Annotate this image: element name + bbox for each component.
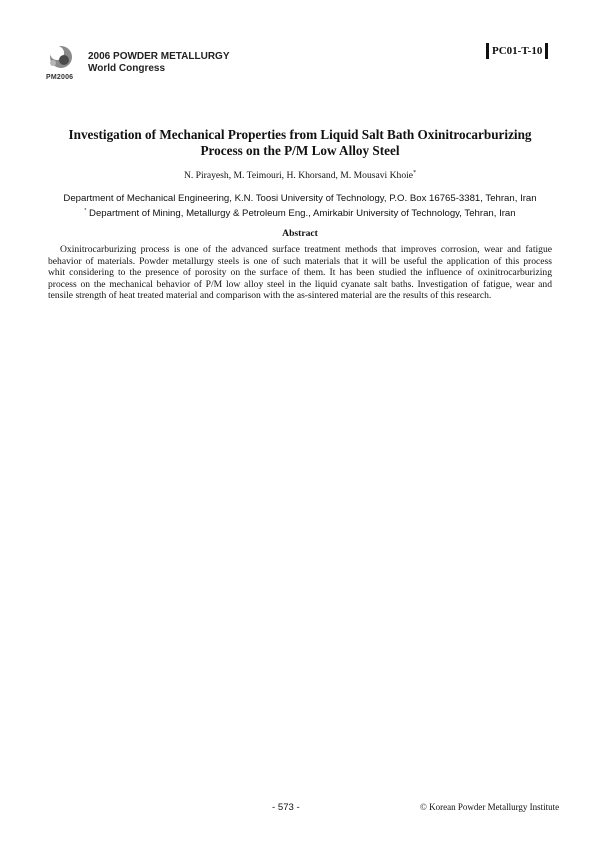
title-line-1: Investigation of Mechanical Properties from Liquid Salt Bath Oxinitrocarburizing xyxy=(68,127,532,142)
abstract-line: behavior of materials. Powder metallurgy steels is one of such materials that it will be useful the application of this process xyxy=(48,255,552,267)
author-mark: * xyxy=(413,170,417,176)
congress-line-2: World Congress xyxy=(88,63,166,74)
author-list xyxy=(40,167,560,182)
paper-code: PC01-T-10 xyxy=(492,45,543,57)
authors-text: N. Pirayesh, M. Teimouri, H. Khorsand, M. Mousavi Khoie xyxy=(183,170,414,182)
abstract-line: tensile strength of heat treated material and comparison with the as-sintered material are the results of this research. xyxy=(48,290,492,302)
abstract-body xyxy=(48,244,552,302)
abstract-line: process on the mechanical behavior of P/M low alloy steel in the liquid cyanate salt baths. Investigation of fatigue, wear and xyxy=(48,278,552,290)
abstract-line: whit considering to the presence of porosity on the surface of them. It has been studied the influence of oxinitrocarburizing xyxy=(48,267,552,279)
affiliation-1: Department of Mechanical Engineering, K.N. Toosi University of Technology, P.O. Box 16765-3381, Tehran, Iran xyxy=(63,193,537,204)
paper-title xyxy=(40,127,560,159)
affiliations xyxy=(40,193,560,220)
affiliation-2-mark: * xyxy=(84,208,87,214)
code-bar-right xyxy=(545,43,548,59)
affiliation-2: Department of Mining, Metallurgy & Petroleum Eng., Amirkabir University of Technology, Tehran, Iran xyxy=(89,208,516,220)
congress-name xyxy=(88,51,230,75)
title-line-2: Process on the P/M Low Alloy Steel xyxy=(200,143,400,158)
logo-text: PM2006 xyxy=(46,74,74,81)
page-number: - 573 - xyxy=(272,802,300,813)
paper-code-box xyxy=(486,43,548,59)
copyright-notice: © Korean Powder Metallurgy Institute xyxy=(420,802,560,812)
congress-line-1: 2006 POWDER METALLURGY xyxy=(88,51,230,62)
affiliation-2-row xyxy=(40,205,560,220)
abstract-heading: Abstract xyxy=(282,228,318,239)
abstract-line: Oxinitrocarburizing process is one of the advanced surface treatment methods that improves corrosion, wear and fatigue xyxy=(60,244,552,255)
